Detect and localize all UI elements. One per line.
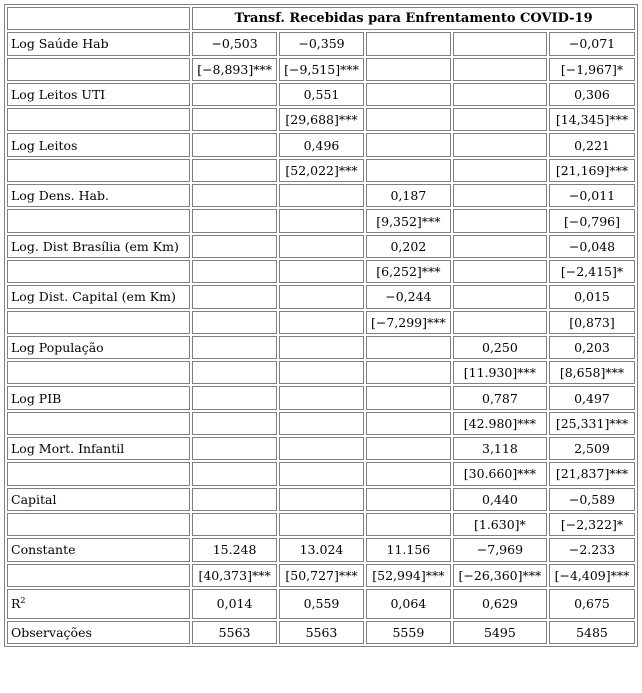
table-cell <box>366 108 451 131</box>
coefficient-row <box>7 285 635 308</box>
table-cell: 0,559 <box>279 589 364 619</box>
table-cell: 0,787 <box>453 386 547 409</box>
coefficient-row <box>7 235 635 258</box>
table-cell <box>279 285 364 308</box>
table-cell: −0,011 <box>549 184 635 207</box>
row-label: Log Leitos <box>7 133 190 156</box>
coefficient-row <box>7 488 635 511</box>
table-cell: [0,873] <box>549 311 635 334</box>
table-cell <box>366 488 451 511</box>
table-cell <box>453 159 547 182</box>
row-label <box>7 564 190 587</box>
table-cell: −2.233 <box>549 538 635 561</box>
row-label: Constante <box>7 538 190 561</box>
coefficient-row <box>7 133 635 156</box>
table-cell: 5559 <box>366 621 451 644</box>
tstat-row <box>7 159 635 182</box>
tstat-row <box>7 513 635 536</box>
tstat-row <box>7 311 635 334</box>
table-cell <box>453 108 547 131</box>
table-cell: −0,048 <box>549 235 635 258</box>
table-cell <box>279 412 364 435</box>
coefficient-row <box>7 184 635 207</box>
table-cell <box>192 437 277 460</box>
table-cell: [−2,415]* <box>549 260 635 283</box>
coefficient-row <box>7 336 635 359</box>
table-cell: 0,551 <box>279 83 364 106</box>
table-cell <box>192 285 277 308</box>
coefficient-row <box>7 32 635 55</box>
table-cell <box>366 83 451 106</box>
table-cell <box>453 285 547 308</box>
row-label: Log PIB <box>7 386 190 409</box>
table-cell <box>279 488 364 511</box>
table-cell: 0,675 <box>549 589 635 619</box>
table-cell: [42.980]*** <box>453 412 547 435</box>
table-cell: 11.156 <box>366 538 451 561</box>
table-cell <box>453 209 547 232</box>
table-cell <box>366 412 451 435</box>
table-cell: [−0,796] <box>549 209 635 232</box>
table-cell <box>192 83 277 106</box>
row-label: Log. Dist Brasília (em Km) <box>7 235 190 258</box>
table-cell <box>366 513 451 536</box>
table-cell <box>366 361 451 384</box>
coefficient-row <box>7 386 635 409</box>
table-cell: [−7,299]*** <box>366 311 451 334</box>
table-cell: 0,015 <box>549 285 635 308</box>
table-cell <box>366 386 451 409</box>
row-label: Log Mort. Infantil <box>7 437 190 460</box>
table-cell: 0,250 <box>453 336 547 359</box>
table-cell: 0,203 <box>549 336 635 359</box>
r-squared-row <box>7 589 635 619</box>
table-cell: 0,014 <box>192 589 277 619</box>
row-label <box>7 311 190 334</box>
tstat-row <box>7 108 635 131</box>
coefficient-row <box>7 437 635 460</box>
table-cell: 13.024 <box>279 538 364 561</box>
table-cell: 0,221 <box>549 133 635 156</box>
table-cell: [8,658]*** <box>549 361 635 384</box>
table-cell: [−2,322]* <box>549 513 635 536</box>
row-label: Log Leitos UTI <box>7 83 190 106</box>
table-cell <box>366 462 451 485</box>
tstat-row <box>7 462 635 485</box>
table-cell: 0,497 <box>549 386 635 409</box>
tstat-row <box>7 412 635 435</box>
table-cell: 0,064 <box>366 589 451 619</box>
table-cell <box>453 32 547 55</box>
table-cell <box>453 260 547 283</box>
table-cell: [29,688]*** <box>279 108 364 131</box>
table-cell: 5495 <box>453 621 547 644</box>
table-cell <box>366 133 451 156</box>
row-label <box>7 159 190 182</box>
table-cell <box>366 437 451 460</box>
coefficient-row <box>7 83 635 106</box>
row-label <box>7 108 190 131</box>
table-cell <box>192 108 277 131</box>
coefficient-row <box>7 538 635 561</box>
table-cell <box>192 209 277 232</box>
table-cell <box>279 361 364 384</box>
table-cell: [6,252]*** <box>366 260 451 283</box>
row-label <box>7 513 190 536</box>
table-cell <box>453 133 547 156</box>
table-cell: [21,837]*** <box>549 462 635 485</box>
table-cell: 5563 <box>192 621 277 644</box>
table-cell: 0,187 <box>366 184 451 207</box>
table-cell: [25,331]*** <box>549 412 635 435</box>
table-cell: [−8,893]*** <box>192 58 277 81</box>
table-cell <box>453 58 547 81</box>
table-cell: [40,373]*** <box>192 564 277 587</box>
table-cell: [50,727]*** <box>279 564 364 587</box>
table-cell: [21,169]*** <box>549 159 635 182</box>
table-cell <box>279 235 364 258</box>
tstat-row <box>7 58 635 81</box>
table-cell: [−9,515]*** <box>279 58 364 81</box>
table-cell <box>279 184 364 207</box>
table-cell: 0,202 <box>366 235 451 258</box>
table-cell: [−26,360]*** <box>453 564 547 587</box>
row-label: Log Dens. Hab. <box>7 184 190 207</box>
table-cell: [30.660]*** <box>453 462 547 485</box>
table-cell <box>192 513 277 536</box>
observations-row <box>7 621 635 644</box>
table-cell: 0,496 <box>279 133 364 156</box>
table-title: Transf. Recebidas para Enfrentamento COVID-19 <box>192 7 635 30</box>
row-label <box>7 209 190 232</box>
row-label <box>7 260 190 283</box>
table-cell: −0,244 <box>366 285 451 308</box>
table-cell: 15.248 <box>192 538 277 561</box>
tstat-row <box>7 260 635 283</box>
table-cell <box>366 159 451 182</box>
row-label <box>7 412 190 435</box>
table-cell <box>192 462 277 485</box>
table-cell: [9,352]*** <box>366 209 451 232</box>
regression-table <box>4 4 638 647</box>
table-cell <box>366 336 451 359</box>
table-cell: [52,994]*** <box>366 564 451 587</box>
table-cell: 2,509 <box>549 437 635 460</box>
table-cell <box>453 184 547 207</box>
table-cell: 3,118 <box>453 437 547 460</box>
table-cell <box>279 209 364 232</box>
table-cell <box>192 361 277 384</box>
table-cell <box>366 32 451 55</box>
row-label <box>7 58 190 81</box>
table-cell: −0,071 <box>549 32 635 55</box>
table-cell <box>192 412 277 435</box>
table-cell: [14,345]*** <box>549 108 635 131</box>
table-cell <box>279 260 364 283</box>
table-cell <box>192 311 277 334</box>
row-label <box>7 462 190 485</box>
table-cell <box>192 133 277 156</box>
table-cell <box>279 386 364 409</box>
tstat-row <box>7 564 635 587</box>
table-cell <box>366 58 451 81</box>
table-cell <box>279 311 364 334</box>
table-cell: −0,359 <box>279 32 364 55</box>
table-cell <box>192 336 277 359</box>
row-label: Capital <box>7 488 190 511</box>
row-label: Observações <box>7 621 190 644</box>
table-cell <box>279 462 364 485</box>
table-cell: [1.630]* <box>453 513 547 536</box>
row-label <box>7 589 190 619</box>
table-cell <box>279 513 364 536</box>
table-cell: 5485 <box>549 621 635 644</box>
table-cell: −0,503 <box>192 32 277 55</box>
table-cell: 5563 <box>279 621 364 644</box>
table-cell: [−1,967]* <box>549 58 635 81</box>
header-empty-cell <box>7 7 190 30</box>
row-label: Log População <box>7 336 190 359</box>
table-cell <box>192 184 277 207</box>
table-cell <box>192 260 277 283</box>
table-cell: 0,629 <box>453 589 547 619</box>
table-cell: 0,306 <box>549 83 635 106</box>
table-cell <box>192 159 277 182</box>
tstat-row <box>7 209 635 232</box>
r-squared-superscript: 2 <box>20 596 26 606</box>
table-cell: [−4,409]*** <box>549 564 635 587</box>
table-cell: [52,022]*** <box>279 159 364 182</box>
table-cell <box>192 386 277 409</box>
table-cell <box>192 235 277 258</box>
table-cell <box>453 311 547 334</box>
row-label: Log Dist. Capital (em Km) <box>7 285 190 308</box>
table-cell <box>279 437 364 460</box>
table-cell: −0,589 <box>549 488 635 511</box>
table-cell: [11.930]*** <box>453 361 547 384</box>
table-cell <box>279 336 364 359</box>
header-row <box>7 7 635 30</box>
table-cell: 0,440 <box>453 488 547 511</box>
table-cell <box>453 235 547 258</box>
table-cell: −7,969 <box>453 538 547 561</box>
row-label: Log Saúde Hab <box>7 32 190 55</box>
table-cell <box>192 488 277 511</box>
tstat-row <box>7 361 635 384</box>
r-squared-label: R <box>11 596 21 612</box>
row-label <box>7 361 190 384</box>
table-cell <box>453 83 547 106</box>
